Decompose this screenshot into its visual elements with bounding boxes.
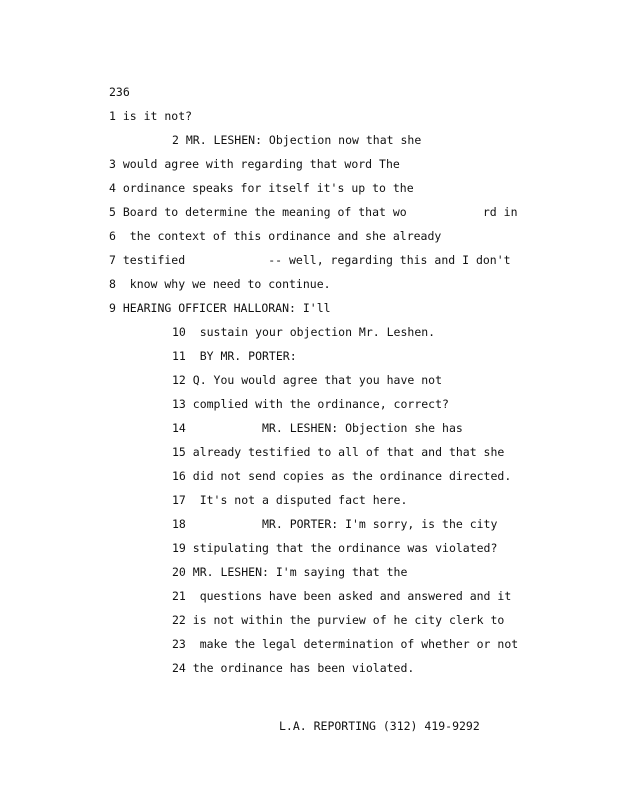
transcript-line: 24 the ordinance has been violated. [172, 661, 415, 675]
transcript-line: 2 MR. LESHEN: Objection now that she [172, 133, 422, 147]
transcript-line: 17 It's not a disputed fact here. [172, 493, 408, 507]
transcript-line: 7 testified -- well, regarding this and I don't [109, 253, 511, 267]
transcript-line: 22 is not within the purview of he city clerk to [172, 613, 505, 627]
transcript-lines [109, 108, 518, 684]
transcript-line: 9 HEARING OFFICER HALLORAN: I'll [109, 301, 331, 315]
transcript-line: 1 is it not? [109, 109, 193, 123]
transcript-line: 14 MR. LESHEN: Objection she has [172, 421, 463, 435]
transcript-line: 13 complied with the ordinance, correct? [172, 397, 449, 411]
transcript-line: 4 ordinance speaks for itself it's up to the [109, 181, 414, 195]
transcript-line: 23 make the legal determination of whether or not [172, 637, 519, 651]
transcript-line: 8 know why we need to continue. [109, 277, 331, 291]
transcript-line: 20 MR. LESHEN: I'm saying that the [172, 565, 408, 579]
transcript-line: 16 did not send copies as the ordinance directed. [172, 469, 512, 483]
transcript-line: 18 MR. PORTER: I'm sorry, is the city [172, 517, 498, 531]
transcript-line: 15 already testified to all of that and that she [172, 445, 505, 459]
transcript-line: 3 would agree with regarding that word The [109, 157, 400, 171]
transcript-line: 10 sustain your objection Mr. Leshen. [172, 325, 436, 339]
transcript-line: 11 BY MR. PORTER: [172, 349, 297, 363]
transcript-line: 19 stipulating that the ordinance was violated? [172, 541, 498, 555]
transcript-line: 5 Board to determine the meaning of that wo rd in [109, 205, 518, 219]
page-number: 236 [109, 85, 130, 99]
transcript-line: 6 the context of this ordinance and she already [109, 229, 442, 243]
transcript-line: 21 questions have been asked and answered and it [172, 589, 512, 603]
transcript-line: 12 Q. You would agree that you have not [172, 373, 443, 387]
reporter-footer: L.A. REPORTING (312) 419-9292 [279, 719, 480, 733]
